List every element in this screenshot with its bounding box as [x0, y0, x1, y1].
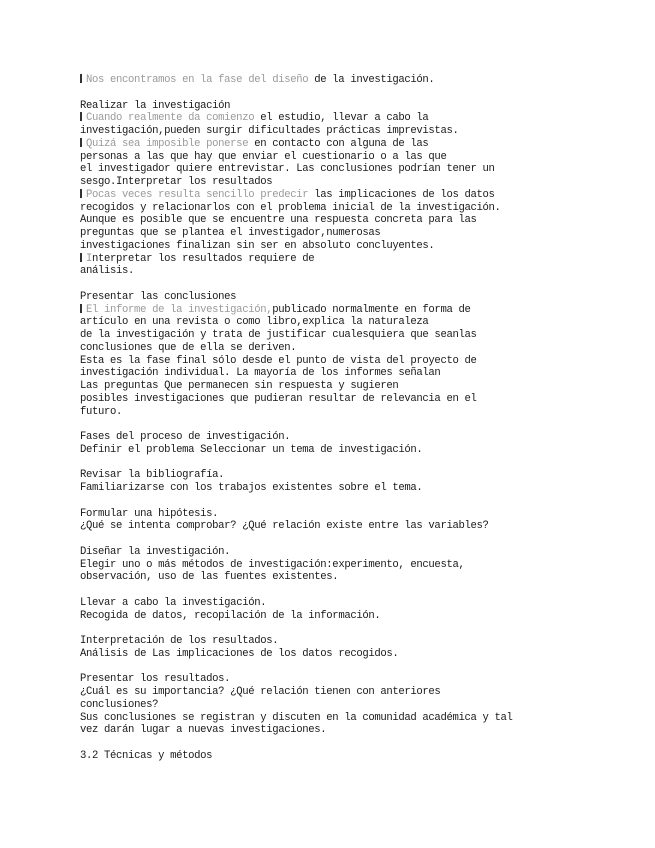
faded-text: Pocas veces resulta sencillo predecir — [86, 188, 315, 201]
paragraph — [80, 100, 640, 279]
text-line — [80, 750, 640, 763]
paragraph — [80, 431, 640, 457]
text-line — [80, 610, 640, 623]
text-line — [80, 342, 640, 355]
paragraph — [80, 673, 640, 737]
line-text: observación, uso de las fuentes existentes. — [80, 571, 339, 584]
faded-text: Nos encontramos en la fase del diseño — [86, 74, 315, 86]
line-marker — [80, 112, 82, 121]
line-marker — [80, 74, 82, 83]
text-line — [80, 202, 640, 215]
text-line — [80, 125, 640, 138]
line-text: vez darán lugar a nuevas investigaciones. — [80, 724, 327, 737]
text-line — [80, 559, 640, 572]
text-line — [80, 265, 640, 278]
line-text: Diseñar la investigación. — [80, 545, 231, 558]
line-text: ¿Cuál es su importancia? ¿Qué relación tienen con anteriores — [80, 686, 441, 698]
faded-text: Cuando realmente da comienzo — [86, 112, 261, 125]
text-line — [80, 482, 640, 495]
text-line — [80, 316, 640, 329]
line-text: en contacto con alguna de las — [254, 137, 429, 150]
line-text: publicado normalmente en forma de — [272, 303, 471, 316]
paragraph — [80, 750, 640, 763]
text-line — [80, 329, 640, 342]
line-text: el estudio, llevar a cabo la — [260, 112, 429, 125]
text-line — [80, 176, 640, 189]
line-text: sesgo.Interpretar los resultados — [80, 176, 273, 188]
text-line — [80, 253, 640, 266]
line-marker — [80, 138, 82, 147]
text-line — [80, 355, 640, 368]
line-text: de la investigación y trata de justificar cualesquiera que seanlas — [80, 329, 477, 341]
text-line — [80, 686, 640, 699]
text-line — [80, 138, 640, 151]
text-line — [80, 367, 640, 380]
line-text: investigaciones finalizan sin ser en absoluto concluyentes. — [80, 239, 435, 252]
paragraph — [80, 291, 640, 419]
text-line — [80, 393, 640, 406]
text-line — [80, 380, 640, 393]
text-line — [80, 227, 640, 240]
paragraph — [80, 74, 640, 87]
line-text: Formular una hipótesis. — [80, 507, 219, 520]
line-text: las implicaciones de los datos — [314, 188, 495, 201]
line-text: investigación individual. La mayoría de los informes señalan — [80, 367, 441, 380]
text-line — [80, 189, 640, 202]
line-text: Llevar a cabo la investigación. — [80, 596, 267, 609]
paragraph — [80, 469, 640, 495]
text-line — [80, 112, 640, 125]
text-line — [80, 304, 640, 317]
text-line — [80, 571, 640, 584]
paragraph — [80, 546, 640, 584]
line-text: investigación,pueden surgir dificultades prácticas imprevistas. — [80, 125, 459, 137]
text-line — [80, 240, 640, 253]
text-line — [80, 635, 640, 648]
text-line — [80, 520, 640, 533]
line-text: Aunque es posible que se encuentre una respuesta concreta para las — [80, 214, 477, 227]
text-line — [80, 648, 640, 661]
text-line — [80, 406, 640, 419]
line-text: posibles investigaciones que pudieran resultar de relevancia en el — [80, 392, 477, 405]
line-text: conclusiones que de ella se deriven. — [80, 341, 297, 354]
line-text: de la investigación. — [314, 74, 435, 86]
line-text: conclusiones? — [80, 698, 159, 711]
text-line — [80, 100, 640, 113]
line-text: Familiarizarse con los trabajos existentes sobre el tema. — [80, 482, 423, 494]
line-text: Realizar la investigación — [80, 99, 231, 112]
faded-text: Quizá sea imposible ponerse — [86, 137, 255, 150]
text-line — [80, 444, 640, 457]
text-line — [80, 508, 640, 521]
text-line — [80, 291, 640, 304]
text-line — [80, 214, 640, 227]
text-line — [80, 151, 640, 164]
line-text: Definir el problema Seleccionar un tema de investigación. — [80, 443, 423, 456]
paragraph — [80, 508, 640, 534]
line-text: Revisar la bibliografía. — [80, 469, 225, 482]
line-marker — [80, 253, 82, 262]
line-text: Interpretación de los resultados. — [80, 635, 279, 647]
text-line — [80, 469, 640, 482]
faded-text: I — [86, 252, 93, 265]
line-text: Las preguntas Que permanecen sin respuesta y sugieren — [80, 380, 399, 392]
line-text: Presentar las conclusiones — [80, 290, 237, 303]
line-text: artículo en una revista o como libro,explica la naturaleza — [80, 316, 429, 329]
paragraph — [80, 597, 640, 623]
text-line — [80, 163, 640, 176]
line-text: 3.2 Técnicas y métodos — [80, 749, 213, 762]
line-text: Análisis de Las implicaciones de los datos recogidos. — [80, 647, 399, 660]
line-text: Esta es la fase final sólo desde el punto de vista del proyecto de — [80, 354, 477, 367]
text-line — [80, 673, 640, 686]
text-line — [80, 74, 640, 87]
text-line — [80, 546, 640, 559]
line-marker — [80, 189, 82, 198]
line-text: el investigador quiere entrevistar. Las conclusiones podrían tener un — [80, 163, 495, 176]
text-line — [80, 699, 640, 712]
text-line — [80, 712, 640, 725]
line-marker — [80, 304, 82, 313]
line-text: Fases del proceso de investigación. — [80, 431, 291, 443]
line-text: Sus conclusiones se registran y discuten en la comunidad académica y tal — [80, 711, 513, 724]
line-text: nterpretar los resultados requiere de — [92, 252, 315, 265]
text-line — [80, 431, 640, 444]
line-text: análisis. — [80, 265, 135, 278]
faded-text: El informe de la investigación, — [86, 303, 273, 316]
line-text: preguntas que se plantea el investigador,numerosas — [80, 227, 381, 239]
line-text: Elegir uno o más métodos de investigación:experimento, encuesta, — [80, 558, 465, 571]
line-text: personas a las que hay que enviar el cuestionario o a las que — [80, 150, 447, 163]
text-line — [80, 724, 640, 737]
text-line — [80, 597, 640, 610]
line-text: Recogida de datos, recopilación de la información. — [80, 609, 381, 622]
line-text: ¿Qué se intenta comprobar? ¿Qué relación existe entre las variables? — [80, 520, 489, 533]
document-page — [80, 74, 640, 775]
paragraph — [80, 635, 640, 661]
line-text: Presentar los resultados. — [80, 673, 231, 686]
line-text: recogidos y relacionarlos con el problema inicial de la investigación. — [80, 201, 501, 214]
line-text: futuro. — [80, 405, 123, 418]
